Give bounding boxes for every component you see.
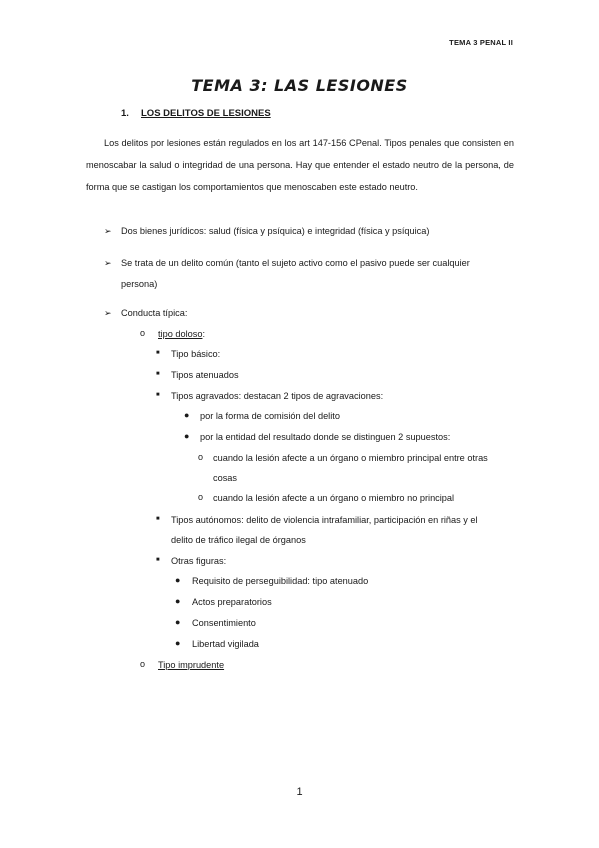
circle-bullet-icon: o (198, 492, 204, 502)
circle-bullet-icon: o (140, 659, 146, 669)
circle-bullet-icon: o (198, 452, 204, 462)
dot-bullet-icon: ● (175, 596, 181, 606)
list-item (158, 324, 205, 345)
doloso-colon: : (202, 329, 206, 339)
list-item: Actos preparatorios (192, 597, 272, 607)
section-number: 1. (121, 108, 129, 119)
dot-bullet-icon: ● (184, 410, 190, 420)
square-bullet-icon: ■ (156, 557, 160, 563)
dot-bullet-icon: ● (184, 431, 190, 441)
list-item: por la forma de comisión del delito (200, 411, 340, 421)
circle-bullet-icon: o (140, 328, 146, 338)
section-heading (121, 108, 271, 119)
square-bullet-icon: ■ (156, 371, 160, 377)
page-number: 1 (296, 786, 303, 798)
list-item: Se trata de un delito común (tanto el sujeto activo como el pasivo puede ser cualquier (121, 258, 470, 268)
list-item: cuando la lesión afecte a un órgano o miembro principal entre otras (213, 453, 488, 463)
list-item: Requisito de perseguibilidad: tipo atenuado (192, 576, 369, 586)
intro-paragraph: Los delitos por lesiones están regulados en los art 147-156 CPenal. Tipos penales que consisten en menoscabar la salud o integridad de una persona. Hay que entender el estado neutro de la persona, de forma que se castigan los comportamientos que menoscaben este estado neutro. (86, 138, 514, 193)
list-item: cuando la lesión afecte a un órgano o miembro no principal (213, 493, 455, 503)
dot-bullet-icon: ● (175, 617, 181, 627)
running-header: TEMA 3 PENAL II (449, 38, 513, 47)
list-item: Dos bienes jurídicos: salud (física y psíquica) e integridad (física y psíquica) (121, 226, 430, 236)
arrow-bullet-icon: ➢ (104, 308, 112, 318)
list-item: Consentimiento (192, 618, 256, 628)
list-item: Tipos agravados: destacan 2 tipos de agravaciones: (171, 391, 384, 401)
list-item-continuation: delito de tráfico ilegal de órganos (171, 535, 306, 545)
list-item: por la entidad del resultado donde se distinguen 2 supuestos: (200, 432, 451, 442)
arrow-bullet-icon: ➢ (104, 258, 112, 268)
document-title: TEMA 3: LAS LESIONES (191, 76, 408, 95)
square-bullet-icon: ■ (156, 350, 160, 356)
section-label: LOS DELITOS DE LESIONES (141, 108, 271, 119)
doloso-label: tipo doloso (158, 329, 203, 339)
dot-bullet-icon: ● (175, 638, 181, 648)
list-item: Tipo básico: (171, 349, 221, 359)
dot-bullet-icon: ● (175, 575, 181, 585)
list-item-continuation: cosas (213, 473, 238, 483)
list-item: Conducta típica: (121, 308, 188, 318)
list-item: Libertad vigilada (192, 639, 259, 649)
list-item: Otras figuras: (171, 556, 227, 566)
list-item: Tipo imprudente (158, 660, 225, 670)
list-item: Tipos autónomos: delito de violencia intrafamiliar, participación en riñas y el (171, 515, 478, 525)
list-item-continuation: persona) (121, 279, 158, 289)
square-bullet-icon: ■ (156, 392, 160, 398)
square-bullet-icon: ■ (156, 516, 160, 522)
arrow-bullet-icon: ➢ (104, 226, 112, 236)
list-item: Tipos atenuados (171, 370, 239, 380)
